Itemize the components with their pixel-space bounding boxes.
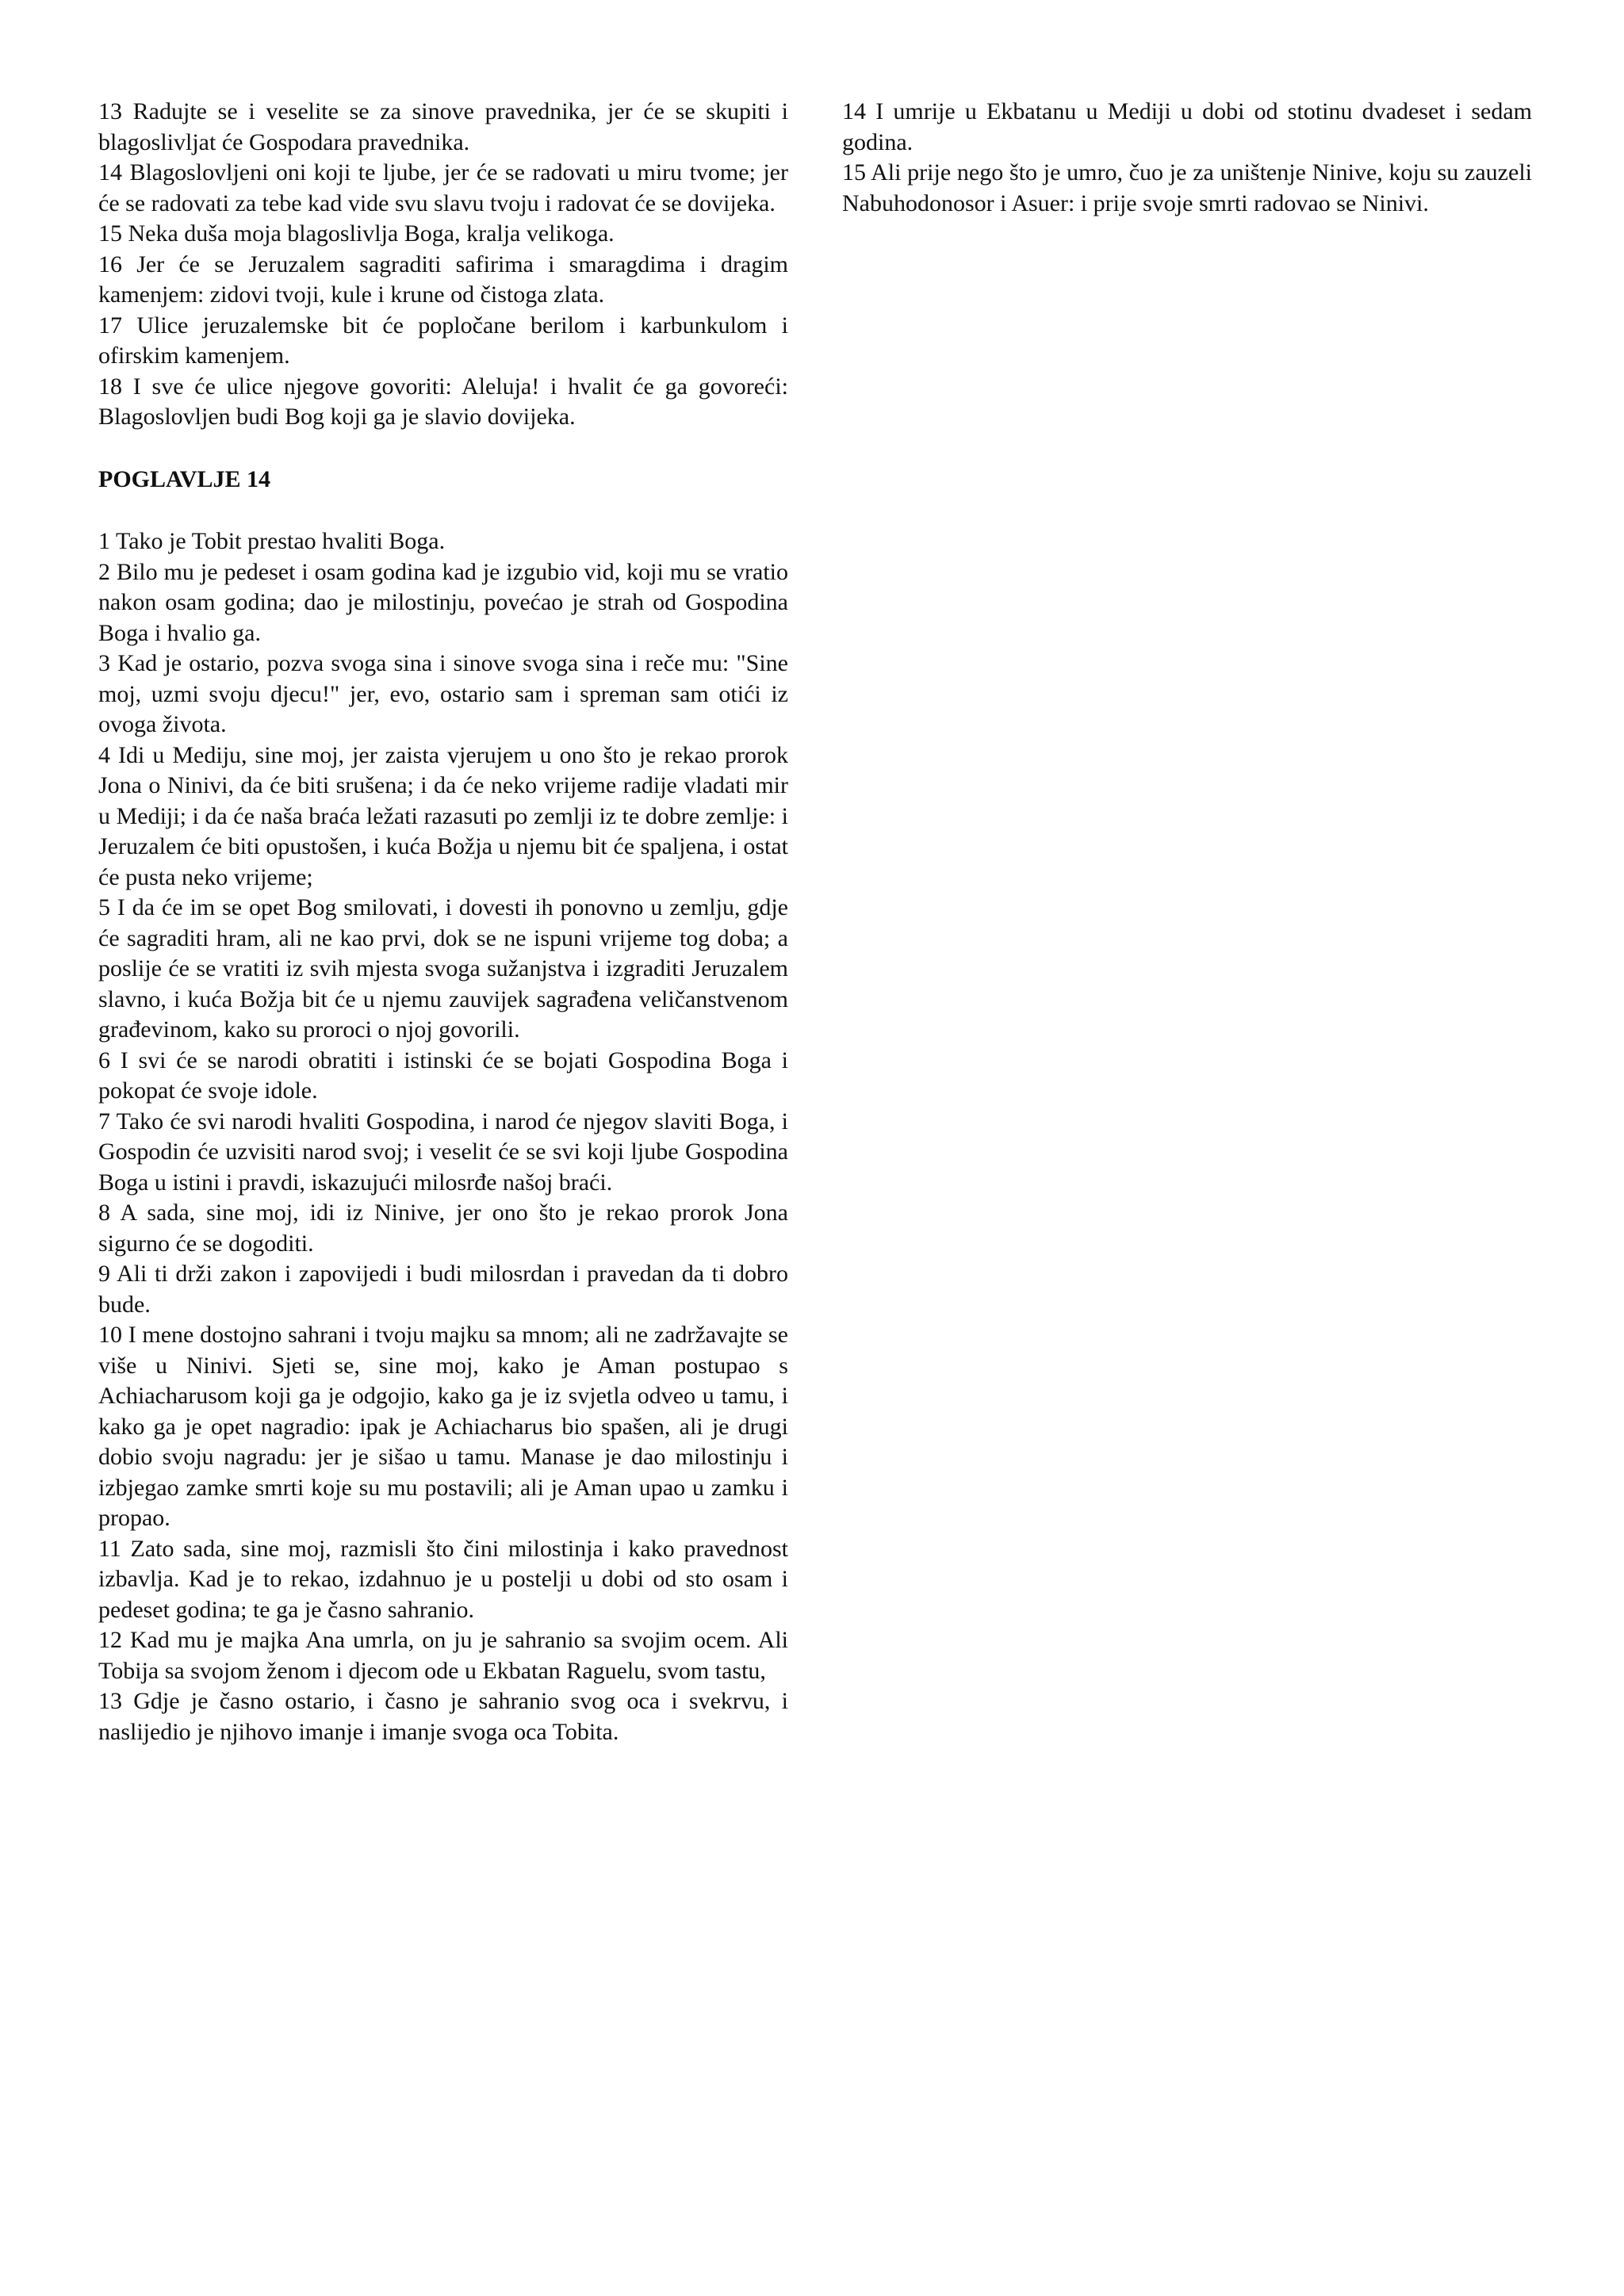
left-column bbox=[98, 97, 788, 1747]
verse: 13 Gdje je časno ostario, i časno je sahranio svog oca i svekrvu, i naslijedio je njihovo imanje i imanje svoga oca Tobita. bbox=[98, 1688, 788, 1745]
verse: 5 I da će im se opet Bog smilovati, i dovesti ih ponovno u zemlju, gdje će sagraditi hram, ali ne kao prvi, dok se ne ispuni vrijeme tog doba; a poslije će se vratiti iz svih mjesta svoga sužanjstva i izgraditi Jeruzalem slavno, i kuća Božja bit će u njemu zauvijek sagrađena veličanstvenom građevinom, kako su proroci o njoj govorili. bbox=[98, 894, 788, 1043]
verse: 6 I svi će se narodi obratiti i istinski će se bojati Gospodina Boga i pokopat će svoje idole. bbox=[98, 1047, 788, 1104]
verse: 18 I sve će ulice njegove govoriti: Aleluja! i hvalit će ga govoreći: Blagoslovljen budi Bog koji ga je slavio dovijeka. bbox=[98, 373, 788, 430]
verse: 17 Ulice jeruzalemske bit će popločane berilom i karbunkulom i ofirskim kamenjem. bbox=[98, 312, 788, 369]
verse: 1 Tako je Tobit prestao hvaliti Boga. bbox=[98, 528, 446, 554]
chapter-heading: POGLAVLJE 14 bbox=[98, 465, 270, 492]
verse: 14 Blagoslovljeni oni koji te ljube, jer će se radovati u miru tvome; jer će se radovati za tebe kad vide svu slavu tvoju i radovat će se dovijeka. bbox=[98, 159, 788, 216]
verse: 13 Radujte se i veselite se za sinove pravednika, jer će se skupiti i blagoslivljat će Gospodara pravednika. bbox=[98, 98, 788, 155]
right-column bbox=[842, 97, 1532, 219]
verse: 14 I umrije u Ekbatanu u Mediji u dobi od stotinu dvadeset i sedam godina. bbox=[842, 98, 1532, 155]
verse: 7 Tako će svi narodi hvaliti Gospodina, i narod će njegov slaviti Boga, i Gospodin će uzvisiti narod svoj; i veselit će se svi koji ljube Gospodina Boga u istini i pravdi, iskazujući milosrđe našoj braći. bbox=[98, 1108, 788, 1196]
verse: 15 Neka duša moja blagoslivlja Boga, kralja velikoga. bbox=[98, 220, 615, 247]
verse: 4 Idi u Mediju, sine moj, jer zaista vjerujem u ono što je rekao prorok Jona o Ninivi, da će biti srušena; i da će neko vrijeme radije vladati mir u Mediji; i da će naša braća ležati razasuti po zemlji iz te dobre zemlje: i Jeruzalem će biti opustošen, i kuća Božja u njemu bit će spaljena, i ostat će pusta neko vrijeme; bbox=[98, 741, 788, 890]
verse: 8 A sada, sine moj, idi iz Ninive, jer ono što je rekao prorok Jona sigurno će se dogoditi. bbox=[98, 1200, 788, 1257]
verse: 9 Ali ti drži zakon i zapovijedi i budi milosrdan i pravedan da ti dobro bude. bbox=[98, 1261, 788, 1318]
verse: 2 Bilo mu je pedeset i osam godina kad je izgubio vid, koji mu se vratio nakon osam godina; dao je milostinju, povećao je strah od Gospodina Boga i hvalio ga. bbox=[98, 558, 788, 646]
verse: 16 Jer će se Jeruzalem sagraditi safirima i smaragdima i dragim kamenjem: zidovi tvoji, kule i krune od čistoga zlata. bbox=[98, 251, 788, 308]
verse: 12 Kad mu je majka Ana umrla, on ju je sahranio sa svojim ocem. Ali Tobija sa svojom ženom i djecom ode u Ekbatan Raguelu, svom tastu, bbox=[98, 1627, 788, 1684]
verse: 3 Kad je ostario, pozva svoga sina i sinove svoga sina i reče mu: "Sine moj, uzmi svoju djecu!" jer, evo, ostario sam i spreman sam otići iz ovoga života. bbox=[98, 650, 788, 737]
verse: 15 Ali prije nego što je umro, čuo je za uništenje Ninive, koju su zauzeli Nabuhodonosor i Asuer: i prije svoje smrti radovao se Ninivi. bbox=[842, 159, 1532, 216]
verse: 10 I mene dostojno sahrani i tvoju majku sa mnom; ali ne zadržavajte se više u Ninivi. Sjeti se, sine moj, kako je Aman postupao s Achiacharusom koji ga je odgojio, kako ga je iz svjetla odveo u tamu, i kako ga je opet nagradio: ipak je Achiacharus bio spašen, ali je drugi dobio svoju nagradu: jer je sišao u tamu. Manase je dao milostinju i izbjegao zamke smrti koje su mu postavili; ali je Aman upao u zamku i propao. bbox=[98, 1322, 788, 1531]
verse: 11 Zato sada, sine moj, razmisli što čini milostinja i kako pravednost izbavlja. Kad je to rekao, izdahnuo je u postelji u dobi od sto osam i pedeset godina; te ga je časno sahranio. bbox=[98, 1535, 788, 1623]
